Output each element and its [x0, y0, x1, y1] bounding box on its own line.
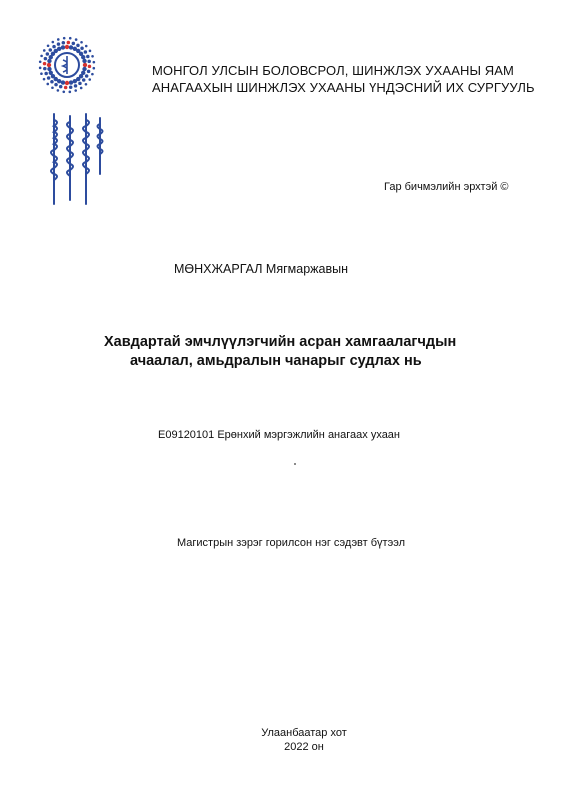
thesis-title-line1: Хавдартай эмчлүүлэгчийн асран хамгаалагчдын [104, 334, 457, 350]
place-and-year [254, 726, 354, 754]
speck-mark [294, 463, 296, 465]
thesis-title-line2: ачаалал, амьдралын чанарыг судлах нь [130, 353, 422, 369]
city: Улаанбаатар хот [261, 727, 347, 739]
author-name: МӨНХЖАРГАЛ Мягмаржавын [174, 262, 349, 276]
mongol-script-emblem [44, 112, 106, 208]
institution-header [152, 62, 535, 96]
university-emblem-icon [36, 34, 98, 96]
degree-statement: Магистрын зэрэг горилсон нэг сэдэвт бүтээл [177, 537, 405, 549]
thesis-title [104, 333, 524, 371]
ministry-name: МОНГОЛ УЛСЫН БОЛОВСРОЛ, ШИНЖЛЭХ УХААНЫ ЯАМ [152, 63, 514, 78]
specialty-code: E09120101 Ерөнхий мэргэжлийн анагаах ухаан [158, 429, 400, 441]
copyright-notice: Гар бичмэлийн эрхтэй © [384, 181, 509, 193]
year: 2022 он [284, 741, 324, 753]
university-name: АНАГААХЫН ШИНЖЛЭХ УХААНЫ ҮНДЭСНИЙ ИХ СУРГУУЛЬ [152, 80, 535, 95]
